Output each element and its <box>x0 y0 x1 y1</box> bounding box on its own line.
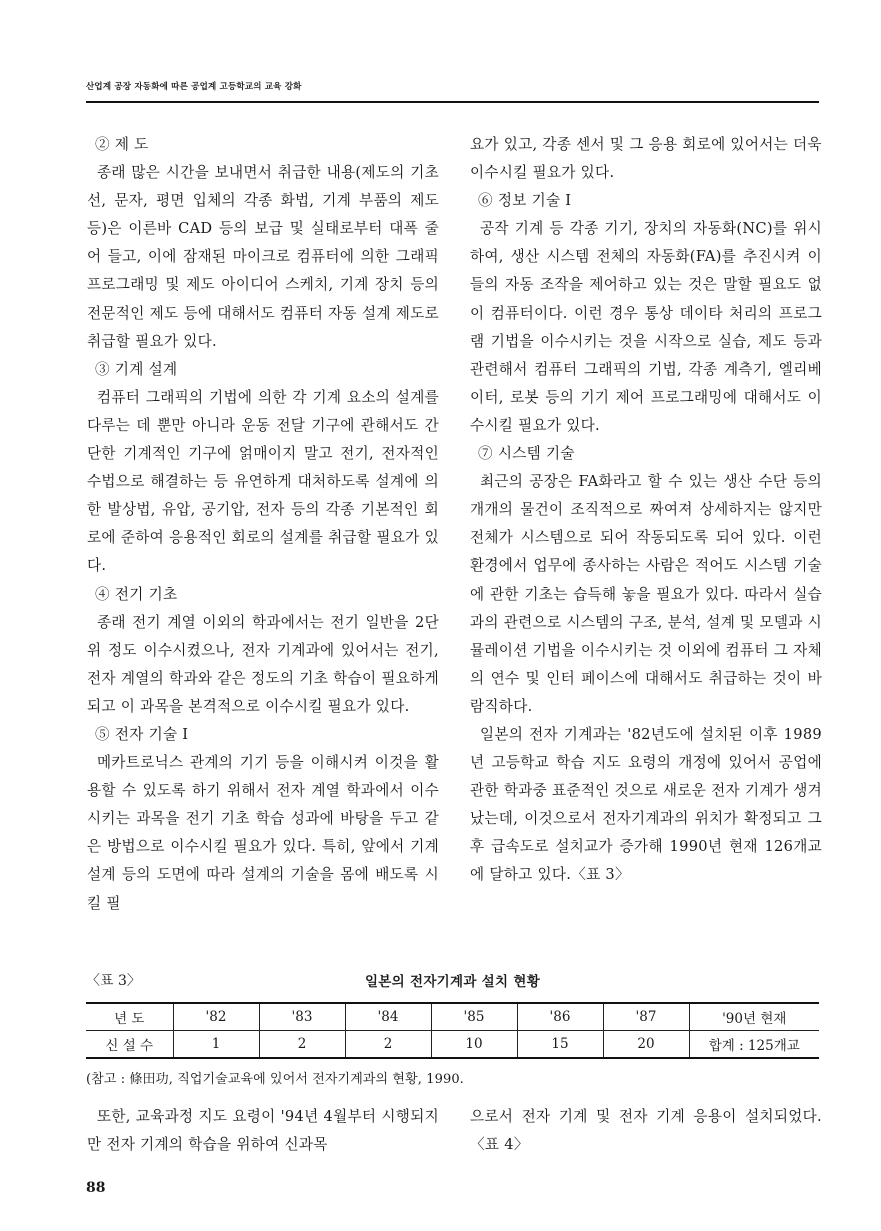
table-cell: 10 <box>431 1031 517 1059</box>
paragraph-japan-status: 일본의 전자 기계과는 '82년도에 설치된 이후 1989년 고등학교 학습 지도 요령의 개정에 있어서 공업에 관한 학과중 표준적인 것으로 새로운 전자 기계가 생겨났는데, 이것으로서 전자기계과의 위치가 확정되고 그후 급속도로 설치교가 증가해 1990년 현재 126개교에 달하고 있다.〈표 3〉 <box>470 725 822 884</box>
section-heading-system: ⑦ 시스템 기술 <box>478 445 575 463</box>
paragraph-information: 공작 기계 등 각종 기기, 장치의 자동화(NC)를 위시하여, 생산 시스템 전체의 자동화(FA)를 추진시켜 이들의 자동 조작을 제어하고 있는 것은 말할 필요도 없이 컴퓨터이다. 이런 경우 통상 데이타 처리의 프로그램 기법을 이수시키는 것을 시작으로 실습, 제도 등과 관련해서 컴퓨터 그래픽의 기법, 각종 계측기, 엘리베이터, 로봇 등의 기기 제어 프로그래밍에 대해서도 이수시킬 필요가 있다. <box>470 220 822 434</box>
table-cell: '86 <box>517 1003 603 1031</box>
table-cell: '82 <box>173 1003 259 1031</box>
paragraph-curriculum: 또한, 교육과정 지도 요령이 '94년 4월부터 시행되지만 전자 기계의 학습을 위하여 신과목 <box>87 1108 439 1154</box>
paragraph-curriculum-continued: 으로서 전자 기계 및 전자 기계 응용이 설치되었다.〈표 4〉 <box>470 1108 822 1154</box>
table-cell: '90년 현재 <box>689 1003 819 1031</box>
section-heading-information: ⑥ 정보 기술 I <box>478 192 572 210</box>
running-header: 산업계 공장 자동화에 따른 공업계 고등학교의 교육 강화 <box>86 82 302 92</box>
section-heading-electric-basics: ④ 전기 기초 <box>95 585 178 603</box>
section-heading-machine-design: ③ 기계 설계 <box>95 360 178 378</box>
table-caption <box>86 970 819 994</box>
table-cell: '83 <box>259 1003 345 1031</box>
table-cell: 2 <box>259 1031 345 1059</box>
paragraph-machine-design: 컴퓨터 그래픽의 기법에 의한 각 기계 요소의 설계를 다루는 데 뿐만 아니라 운동 전달 기구에 관해서도 간단한 기계적인 기구에 얽매이지 말고 전기, 전자적인 수법으로 해결하는 등 유연하게 대처하도록 설계에 의한 발상법, 유압, 공기압, 전자 등의 각종 기본적인 회로에 준하여 응용적인 회로의 설계를 취급할 필요가 있다. <box>87 388 439 575</box>
table-cell: '85 <box>431 1003 517 1031</box>
paragraph-electric-basics: 종래 전기 계열 이외의 학과에서는 전기 일반을 2단위 정도 이수시켰으나, 전자 기계과에 있어서는 전기, 전자 계열의 학과와 같은 정도의 기초 학습이 필요하게 되고 이 과목을 본격적으로 이수시킬 필요가 있다. <box>87 613 439 715</box>
table-cell: '87 <box>603 1003 689 1031</box>
table-cell: 2 <box>345 1031 431 1059</box>
table-header-cell: 년 도 <box>86 1003 173 1031</box>
right-column <box>470 131 822 890</box>
table-cell: 20 <box>603 1031 689 1059</box>
header-rule <box>86 101 819 103</box>
table-row-counts <box>86 1031 819 1059</box>
section-heading-electronics: ⑤ 전자 기술 I <box>95 725 189 743</box>
page-number: 88 <box>86 1180 106 1196</box>
table-row-years <box>86 1003 819 1031</box>
table-cell: 1 <box>173 1031 259 1059</box>
left-column <box>87 131 439 918</box>
bottom-right-column <box>470 1103 822 1159</box>
section-heading-drafting: ② 제 도 <box>95 136 149 153</box>
installation-table <box>86 1002 819 1059</box>
table-title: 일본의 전자기계과 설치 현황 <box>364 974 541 990</box>
bottom-left-column <box>87 1103 439 1159</box>
table-tag: 〈표 3〉 <box>86 973 141 989</box>
table-cell: 합계 : 125개교 <box>689 1031 819 1059</box>
paragraph-system: 최근의 공장은 FA화라고 할 수 있는 생산 수단 등의 개개의 물건이 조직적으로 짜여져 상세하지는 않지만 전체가 시스템으로 되어 작동되도록 되어 있다. 이런 환경에서 업무에 종사하는 사람은 적어도 시스템 기술에 관한 기초는 습득해 놓을 필요가 있다. 따라서 실습과의 관련으로 시스템의 구조, 분석, 설계 및 모델과 시뮬레이션 기법을 이수시키는 것 이외에 컴퓨터 그 자체의 연수 및 인터 페이스에 대해서도 취급하는 것이 바람직하다. <box>470 473 822 715</box>
table-header-cell: 신 설 수 <box>86 1031 173 1059</box>
table-source-note: (참고 : 條田功, 직업기술교육에 있어서 전자기계과의 현황, 1990. <box>86 1072 464 1087</box>
table-cell: 15 <box>517 1031 603 1059</box>
paragraph-electronics: 메카트로닉스 관계의 기기 등을 이해시켜 이것을 활용할 수 있도록 하기 위해서 전자 계열 학과에서 이수 시키는 과목을 전기 기초 학습 성과에 바탕을 두고 같은 방법으로 이수시킬 필요가 있다. 특히, 앞에서 기계 설계 등의 도면에 따라 설계의 기술을 몸에 배도록 시킬 필 <box>87 754 439 912</box>
table-cell: '84 <box>345 1003 431 1031</box>
paragraph-continuation: 요가 있고, 각종 센서 및 그 응용 회로에 있어서는 더욱 이수시킬 필요가 있다. <box>470 136 822 182</box>
paragraph-drafting: 종래 많은 시간을 보내면서 취급한 내용(제도의 기초선, 문자, 평면 입체의 각종 화법, 기계 부품의 제도 등)은 이른바 CAD 등의 보급 및 실태로부터 대폭 줄어 들고, 이에 잠재된 마이크로 컴퓨터에 의한 그래픽 프로그래밍 및 제도 아이디어 스케치, 기계 장치 등의 전문적인 제도 등에 대해서도 컴퓨터 자동 설계 제도로 취급할 필요가 있다. <box>87 164 439 350</box>
